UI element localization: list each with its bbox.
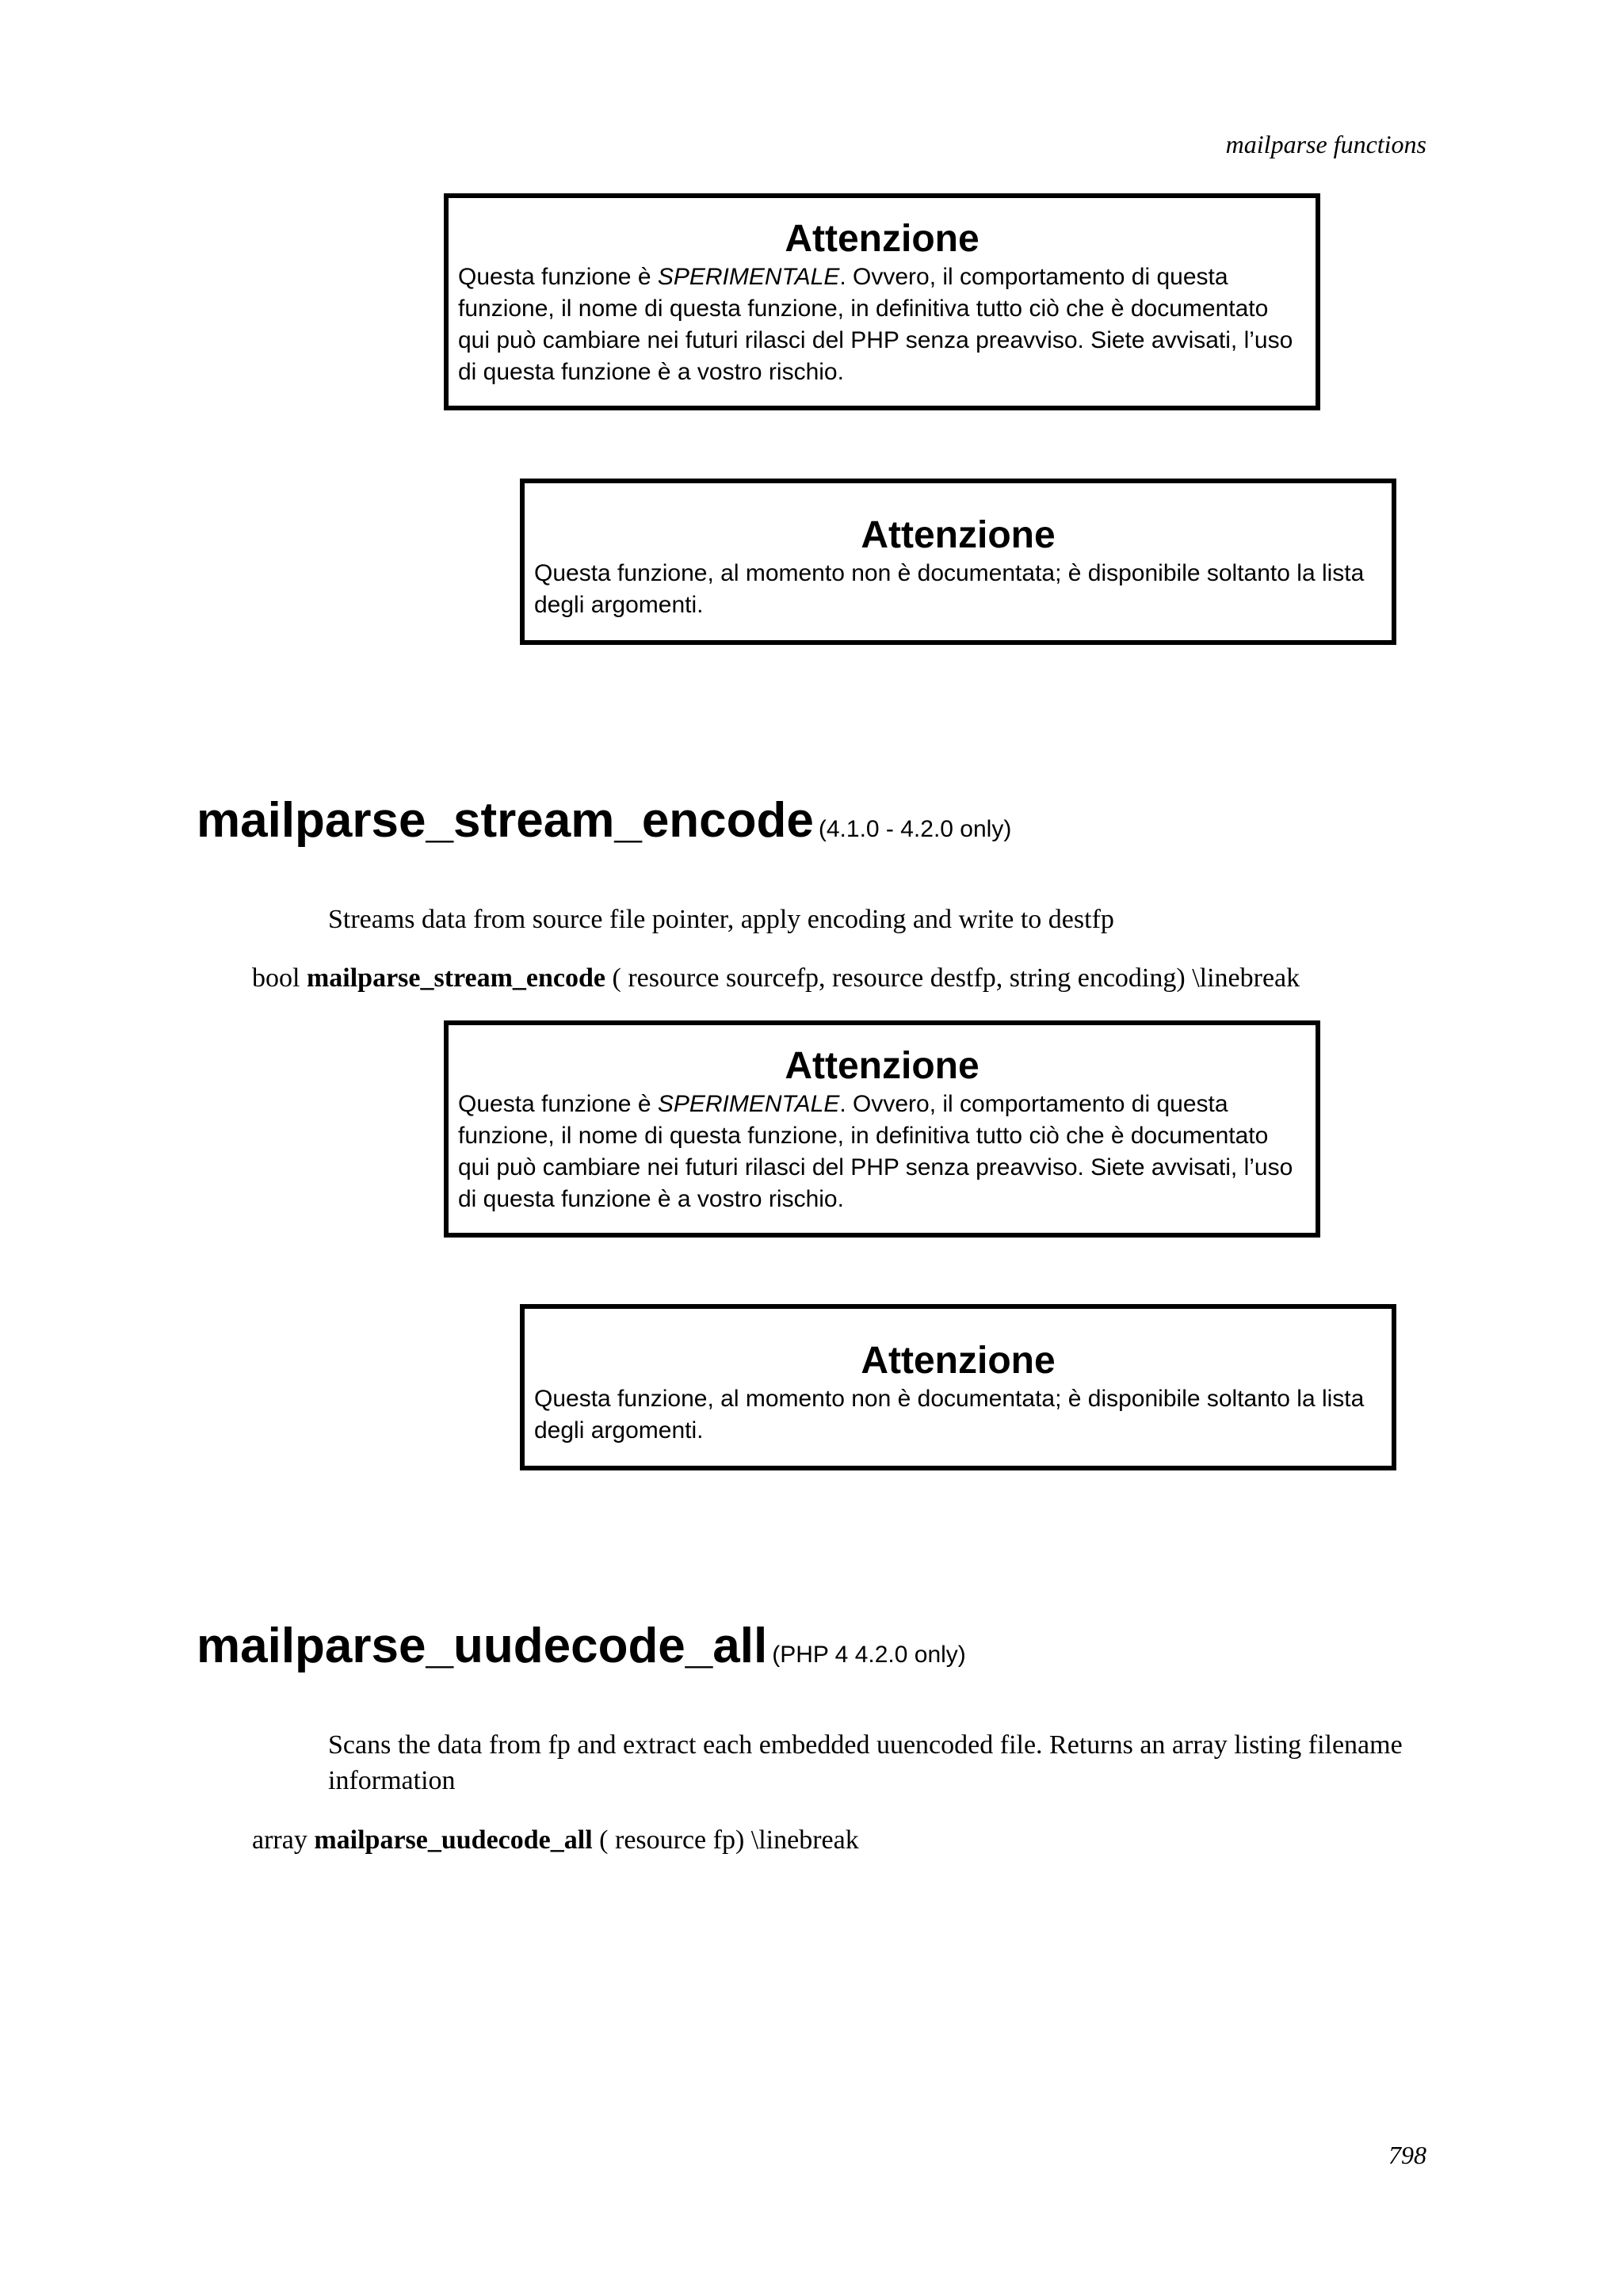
function-name: mailparse_uudecode_all: [197, 1619, 768, 1673]
warning-title: Attenzione: [785, 1045, 980, 1087]
page-number: 798: [1388, 2141, 1426, 2169]
function-synopsis: [252, 960, 1441, 996]
return-type: array: [252, 1825, 307, 1855]
function-version: (PHP 4 4.2.0 only): [772, 1642, 966, 1668]
running-header: mailparse functions: [1225, 130, 1426, 158]
function-params: ( resource sourcefp, resource destfp, string encoding) \linebreak: [612, 963, 1300, 993]
warning-title: Attenzione: [785, 218, 980, 260]
return-type: bool: [252, 963, 300, 993]
function-purpose: Scans the data from fp and extract each embedded uuencoded file. Returns an array listing filename information: [328, 1730, 1403, 1795]
function-synopsis: [252, 1822, 1441, 1858]
warning-box-experimental: [444, 1020, 1320, 1238]
function-version: (4.1.0 - 4.2.0 only): [818, 816, 1012, 842]
warning-emphasis: SPERIMENTALE: [657, 264, 840, 290]
function-purpose: Streams data from source file pointer, apply encoding and write to destfp: [328, 905, 1114, 934]
warning-text: Questa funzione è SPERIMENTALE. Ovvero, il comportamento di questa funzione, il nome di questa funzione, in definitiva tutto ciò che è documentato qui può cambiare nei futuri rilasci del PHP senza preavviso. Siete avvisati, l’uso di questa funzione è a vostro rischio.: [458, 264, 1293, 385]
warning-box-undocumented: [520, 1304, 1396, 1470]
function-params: ( resource fp) \linebreak: [599, 1825, 859, 1855]
function-heading: [197, 791, 1011, 851]
function-heading: [197, 1616, 966, 1676]
warning-title: Attenzione: [861, 514, 1056, 556]
warning-text: Questa funzione, al momento non è documentata; è disponibile soltanto la lista degli argomenti.: [534, 1386, 1365, 1444]
function-name: mailparse_stream_encode: [197, 793, 814, 848]
warning-box-experimental: [444, 193, 1320, 410]
warning-title: Attenzione: [861, 1340, 1056, 1382]
warning-text: Questa funzione è SPERIMENTALE. Ovvero, il comportamento di questa funzione, il nome di questa funzione, in definitiva tutto ciò che è documentato qui può cambiare nei futuri rilasci del PHP senza preavviso. Siete avvisati, l’uso di questa funzione è a vostro rischio.: [458, 1091, 1293, 1212]
function-name: mailparse_stream_encode: [306, 963, 606, 993]
warning-text: Questa funzione, al momento non è documentata; è disponibile soltanto la lista degli argomenti.: [534, 560, 1365, 618]
warning-box-undocumented: [520, 479, 1396, 645]
warning-emphasis: SPERIMENTALE: [657, 1091, 840, 1117]
function-name: mailparse_uudecode_all: [314, 1825, 593, 1855]
